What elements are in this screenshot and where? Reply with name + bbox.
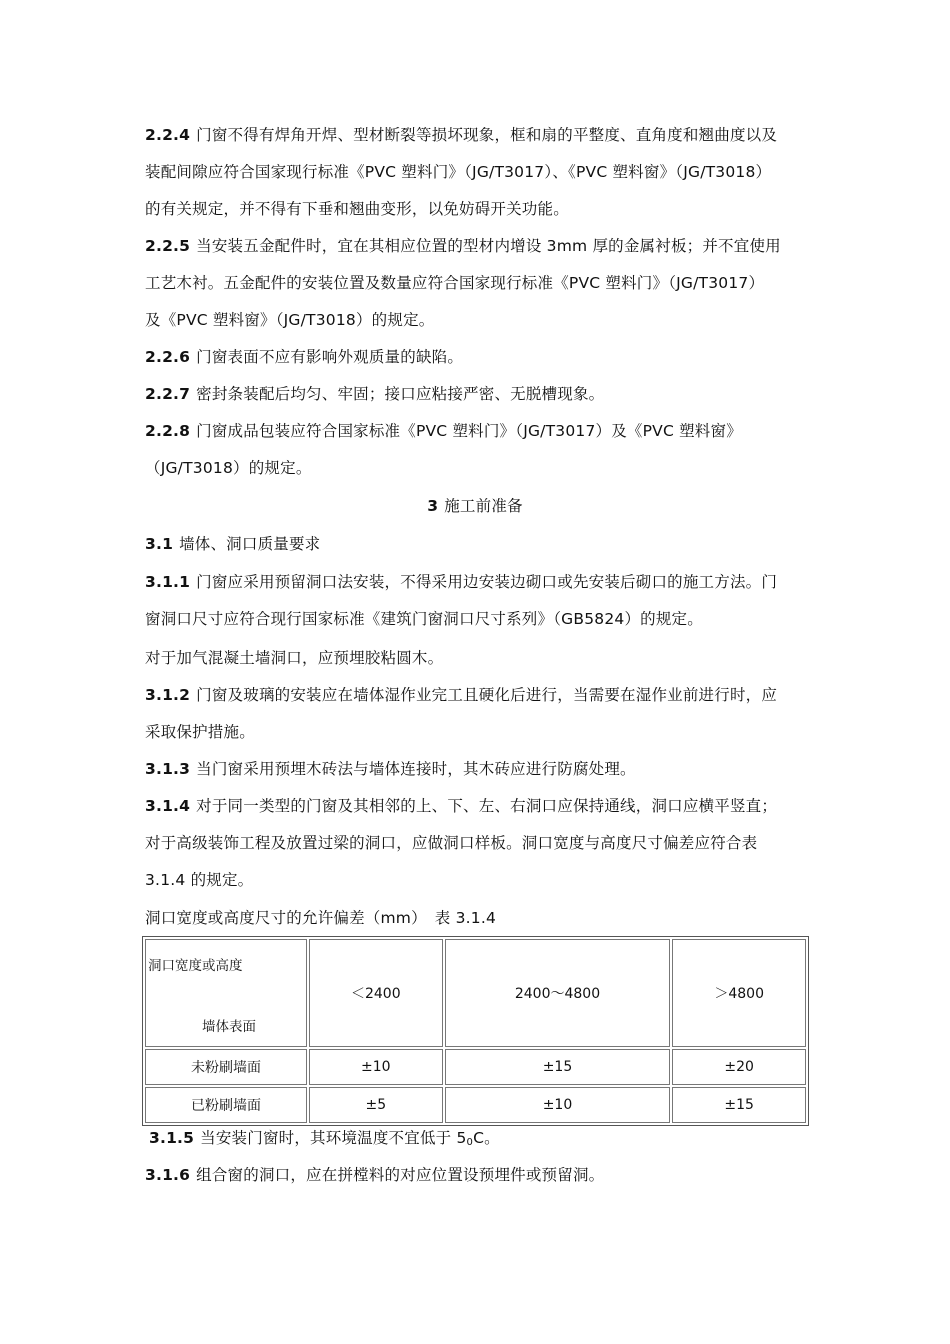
section-3-1-heading: [145, 534, 810, 554]
para-2-2-4-line1: [145, 125, 810, 145]
section-title: 墙体、洞口质量要求: [179, 535, 321, 553]
section-number: 3.1: [145, 535, 174, 553]
para-2-2-6: [145, 347, 810, 367]
table-cell: ±10: [309, 1049, 443, 1085]
section-number: 3.1.6: [145, 1166, 191, 1184]
header-corner-cell: [145, 939, 307, 1047]
section-number: 3.1.4: [145, 797, 191, 815]
header-bottom-label: 墙体表面: [202, 1019, 256, 1035]
para-3-1-1-line2: 窗洞口尺寸应符合现行国家标准《建筑门窗洞口尺寸系列》（GB5824）的规定。: [145, 610, 703, 628]
para-text: 当安装门窗时，其环境温度不宜低于 5: [200, 1129, 467, 1147]
para-3-1-4-line1: [145, 796, 810, 816]
degree-mark: 0: [466, 1137, 474, 1148]
para-text: 门窗及玻璃的安装应在墙体湿作业完工且硬化后进行，当需要在湿作业前进行时，应: [196, 686, 778, 704]
table-cell: ±15: [672, 1087, 806, 1123]
para-3-1-2-line2: 采取保护措施。: [145, 723, 255, 741]
para-3-1-1-line1: [145, 572, 810, 592]
para-text: 对于同一类型的门窗及其相邻的上、下、左、右洞口应保持通线，洞口应横平竖直；: [196, 797, 778, 815]
para-text: 当安装五金配件时，宜在其相应位置的型材内增设 3mm 厚的金属衬板；并不宜使用: [196, 237, 781, 255]
chapter-number: 3: [427, 497, 439, 515]
column-header: 2400～4800: [445, 939, 671, 1047]
para-2-2-8-line2: （JG/T3018）的规定。: [145, 459, 312, 477]
table-row: [145, 1049, 806, 1085]
deviation-table: [142, 936, 809, 1126]
section-number: 3.1.2: [145, 686, 191, 704]
chapter-title: 施工前准备: [444, 497, 523, 515]
para-3-1-3: [145, 759, 810, 779]
table-header-row: [145, 939, 806, 1047]
para-text: 密封条装配后均匀、牢固；接口应粘接严密、无脱槽现象。: [196, 385, 605, 403]
section-number: 2.2.6: [145, 348, 191, 366]
para-3-1-6: [145, 1165, 810, 1185]
table-cell: ±15: [445, 1049, 671, 1085]
para-2-2-5-line1: [145, 236, 810, 256]
para-text: 门窗成品包装应符合国家标准《PVC 塑料门》（JG/T3017）及《PVC 塑料窗》: [196, 422, 742, 440]
para-2-2-5-line3: 及《PVC 塑料窗》（JG/T3018）的规定。: [145, 311, 435, 329]
section-number: 3.1.5: [149, 1129, 195, 1147]
para-text: 门窗不得有焊角开焊、型材断裂等损坏现象，框和扇的平整度、直角度和翘曲度以及: [196, 126, 778, 144]
para-text: 门窗表面不应有影响外观质量的缺陷。: [196, 348, 464, 366]
table-caption: 洞口宽度或高度尺寸的允许偏差（mm） 表 3.1.4: [145, 909, 497, 927]
para-2-2-8-line1: [145, 421, 810, 441]
para-2-2-4-line3: 的有关规定，并不得有下垂和翘曲变形，以免妨碍开关功能。: [145, 200, 569, 218]
para-2-2-7: [145, 384, 810, 404]
table-cell: ±20: [672, 1049, 806, 1085]
table-cell: ±10: [445, 1087, 671, 1123]
para-3-1-4-line2: 对于高级装饰工程及放置过梁的洞口，应做洞口样板。洞口宽度与高度尺寸偏差应符合表: [145, 834, 758, 852]
para-text: 组合窗的洞口，应在拼樘料的对应位置设预埋件或预留洞。: [196, 1166, 605, 1184]
column-header: ＞4800: [672, 939, 806, 1047]
table-cell: ±5: [309, 1087, 443, 1123]
para-3-1-2-line1: [145, 685, 810, 705]
row-label: 已粉刷墙面: [145, 1087, 307, 1123]
section-number: 3.1.3: [145, 760, 191, 778]
chapter-heading: [0, 496, 950, 516]
para-text-end: C。: [473, 1129, 500, 1147]
para-text: 当门窗采用预埋木砖法与墙体连接时，其木砖应进行防腐处理。: [196, 760, 636, 778]
section-number: 2.2.5: [145, 237, 191, 255]
para-3-1-4-line3: 3.1.4 的规定。: [145, 871, 254, 889]
table-row: [145, 1087, 806, 1123]
para-text: 门窗应采用预留洞口法安装，不得采用边安装边砌口或先安装后砌口的施工方法。门: [196, 573, 778, 591]
section-number: 2.2.7: [145, 385, 191, 403]
para-2-2-5-line2: 工艺木衬。五金配件的安装位置及数量应符合国家现行标准《PVC 塑料门》（JG/T3017）: [145, 274, 765, 292]
section-number: 3.1.1: [145, 573, 191, 591]
section-number: 2.2.4: [145, 126, 191, 144]
para-3-1-1-line3: 对于加气混凝土墙洞口，应预埋胶粘圆木。: [145, 649, 444, 667]
row-label: 未粉刷墙面: [145, 1049, 307, 1085]
section-number: 2.2.8: [145, 422, 191, 440]
para-3-1-5: [149, 1128, 814, 1153]
para-2-2-4-line2: 装配间隙应符合国家现行标准《PVC 塑料门》（JG/T3017）、《PVC 塑料窗》（JG/T3018）: [145, 163, 772, 181]
column-header: ＜2400: [309, 939, 443, 1047]
header-top-label: 洞口宽度或高度: [148, 958, 243, 974]
